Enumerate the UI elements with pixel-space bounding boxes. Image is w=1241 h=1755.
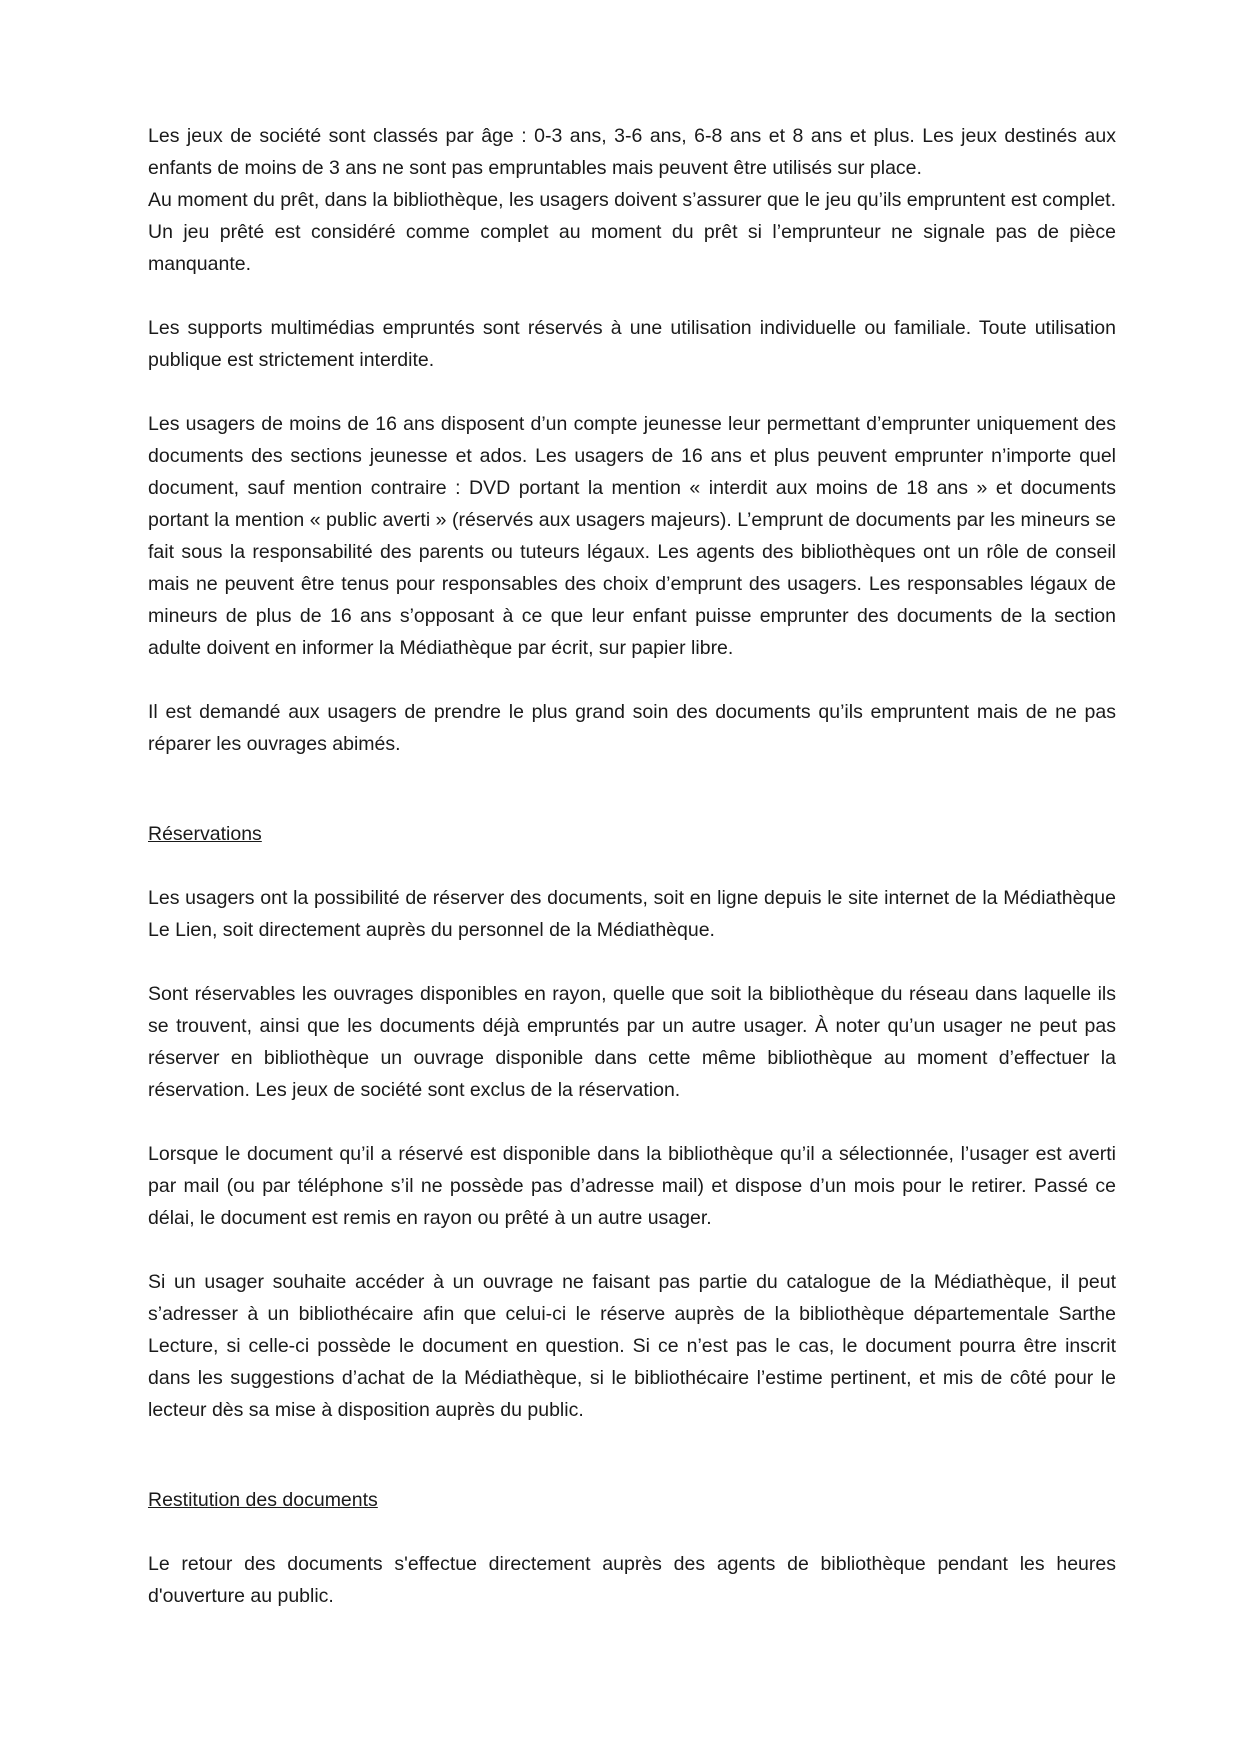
paragraph-returns: Le retour des documents s'effectue directement auprès des agents de bibliothèque pendant les heures d'ouverture au public. (148, 1553, 1116, 1607)
document-body (148, 120, 1116, 1612)
heading-reservations: Réservations (148, 823, 262, 845)
paragraph-youth-accounts: Les usagers de moins de 16 ans disposent d’un compte jeunesse leur permettant d’emprunter uniquement des documents des sections jeunesse et ados. Les usagers de 16 ans et plus peuvent emprunter n’importe quel document, sauf mention contraire : DVD portant la mention « interdit aux moins de 18 ans » et documents portant la mention « public averti » (réservés aux usagers majeurs). L’emprunt de documents par les mineurs se fait sous la responsabilité des parents ou tuteurs légaux. Les agents des bibliothèques ont un rôle de conseil mais ne peuvent être tenus pour responsables des choix d’emprunt des usagers. Les responsables légaux de mineurs de plus de 16 ans s’opposant à ce que leur enfant puisse emprunter des documents de la section adulte doivent en informer la Médiathèque par écrit, sur papier libre. (148, 413, 1116, 659)
paragraph-reservation-notice: Lorsque le document qu’il a réservé est disponible dans la bibliothèque qu’il a sélectionnée, l’usager est averti par mail (ou par téléphone s’il ne possède pas d’adresse mail) et dispose d’un mois pour le retirer. Passé ce délai, le document est remis en rayon ou prêté à un autre usager. (148, 1143, 1116, 1229)
heading-restitution: Restitution des documents (148, 1489, 378, 1511)
paragraph-board-games-loan: Au moment du prêt, dans la bibliothèque, les usagers doivent s’assurer que le jeu qu’ils empruntent est complet. Un jeu prêté est considéré comme complet au moment du prêt si l’emprunteur ne signale pas de pièce manquante. (148, 189, 1116, 275)
paragraph-reservable-items: Sont réservables les ouvrages disponibles en rayon, quelle que soit la bibliothèque du réseau dans laquelle ils se trouvent, ainsi que les documents déjà empruntés par un autre usager. À noter qu’un usager ne peut pas réserver en bibliothèque un ouvrage disponible dans cette même bibliothèque au moment d’effectuer la réservation. Les jeux de société sont exclus de la réservation. (148, 983, 1116, 1101)
paragraph-board-games-age: Les jeux de société sont classés par âge : 0-3 ans, 3-6 ans, 6-8 ans et 8 ans et plus. Les jeux destinés aux enfants de moins de 3 ans ne sont pas empruntables mais peuvent être utilisés sur place. (148, 125, 1116, 179)
paragraph-reservation-methods: Les usagers ont la possibilité de réserver des documents, soit en ligne depuis le site internet de la Médiathèque Le Lien, soit directement auprès du personnel de la Médiathèque. (148, 887, 1116, 941)
paragraph-care-of-documents: Il est demandé aux usagers de prendre le plus grand soin des documents qu’ils empruntent mais de ne pas réparer les ouvrages abimés. (148, 701, 1116, 755)
paragraph-multimedia: Les supports multimédias empruntés sont réservés à une utilisation individuelle ou familiale. Toute utilisation publique est strictement interdite. (148, 317, 1116, 371)
paragraph-interlibrary: Si un usager souhaite accéder à un ouvrage ne faisant pas partie du catalogue de la Médiathèque, il peut s’adresser à un bibliothécaire afin que celui-ci le réserve auprès de la bibliothèque départementale Sarthe Lecture, si celle-ci possède le document en question. Si ce n’est pas le cas, le document pourra être inscrit dans les suggestions d’achat de la Médiathèque, si le bibliothécaire l’estime pertinent, et mis de côté pour le lecteur dès sa mise à disposition auprès du public. (148, 1271, 1116, 1421)
